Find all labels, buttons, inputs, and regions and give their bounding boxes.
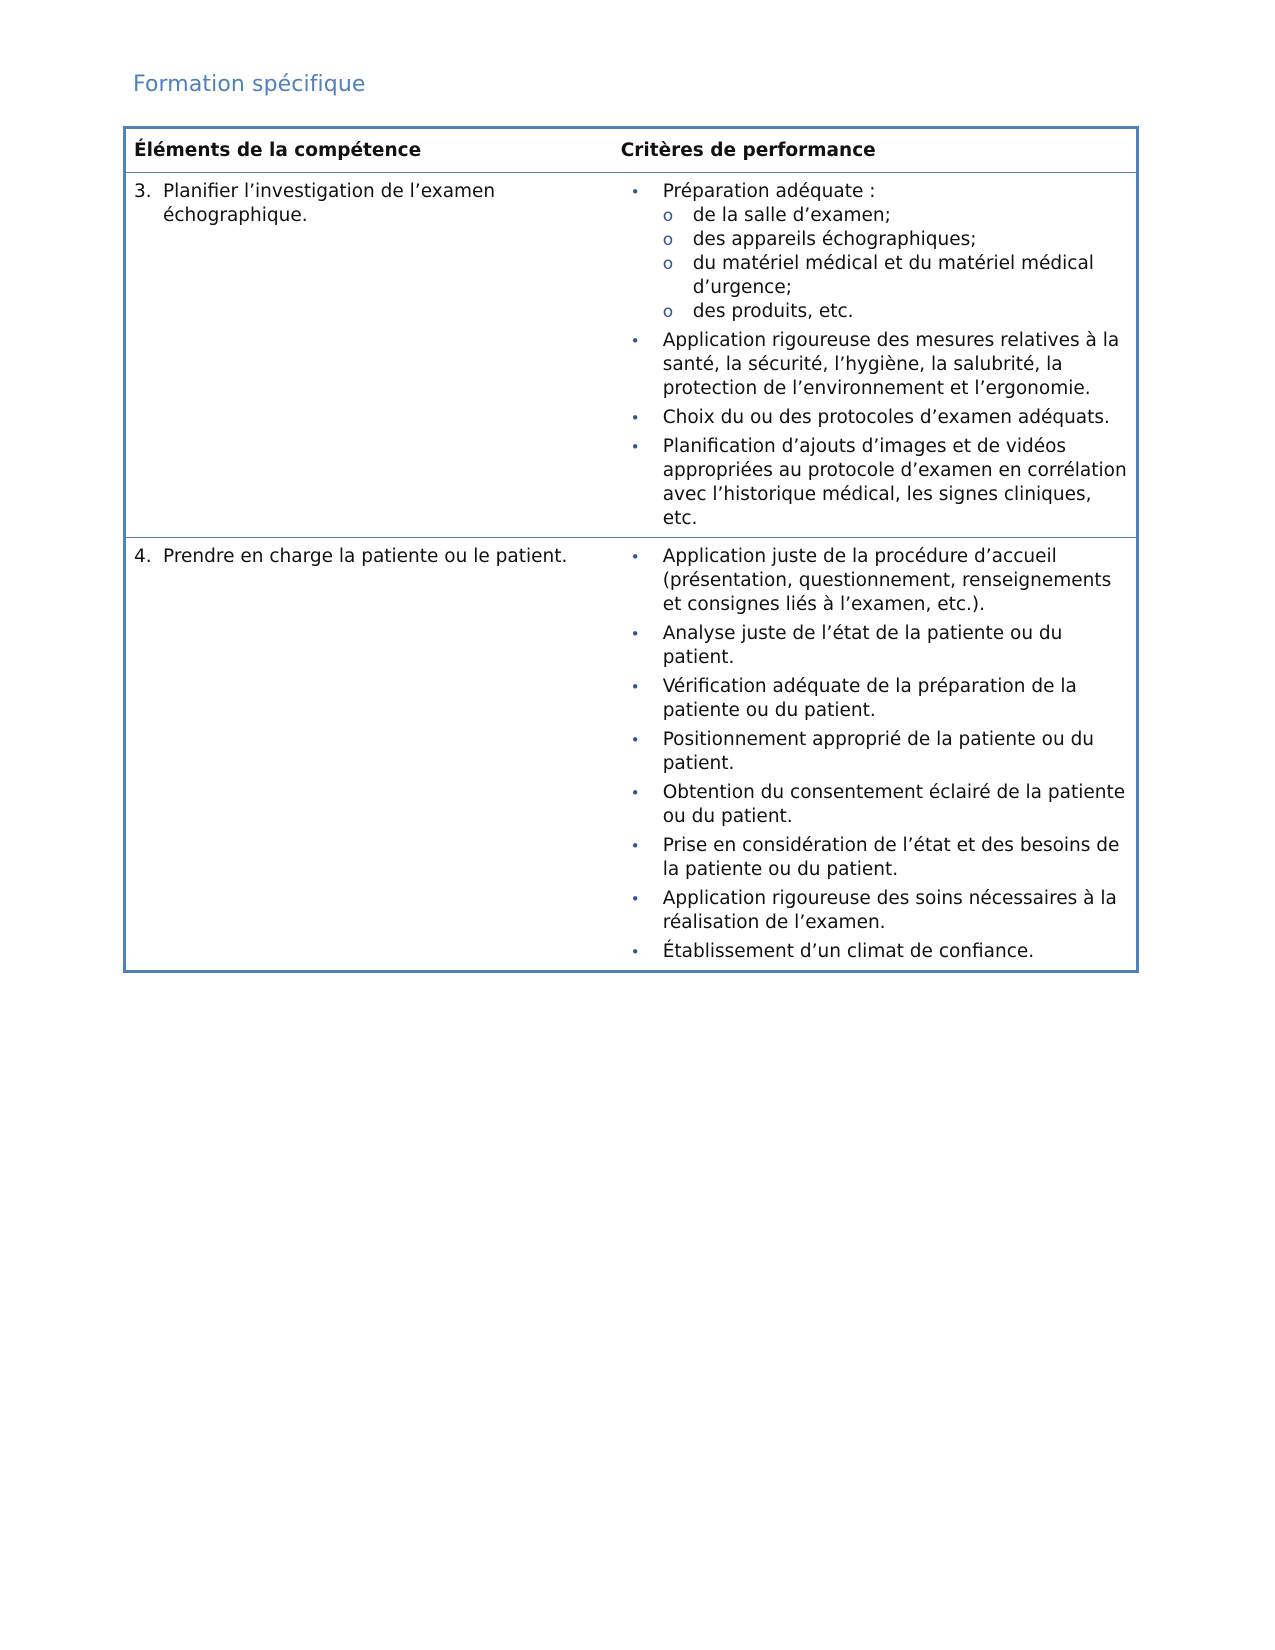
criteria-text: Choix du ou des protocoles d’examen adéquats. <box>662 407 1110 428</box>
criteria-text: Application juste de la procédure d’accueil (présentation, questionnement, renseignements et consignes liés à l’examen, etc.). <box>662 546 1112 615</box>
criteria-text: Application rigoureuse des mesures relatives à la santé, la sécurité, l’hygiène, la salubrité, la protection de l’environnement et l’ergonomie. <box>662 330 1120 399</box>
table-row <box>125 173 1138 538</box>
bullet-icon: • <box>630 784 640 802</box>
bullet-icon: • <box>630 548 640 566</box>
sub-bullet-icon: o <box>662 206 674 226</box>
criteria-text: Vérification adéquate de la préparation de la patiente ou du patient. <box>662 676 1077 721</box>
sub-criteria-text: des produits, etc. <box>692 301 854 322</box>
criteria-item <box>621 329 1128 401</box>
table-header-row <box>125 128 1138 173</box>
bullet-icon: • <box>630 332 640 350</box>
criteria-item <box>621 940 1128 964</box>
element-number: 4. <box>134 546 152 567</box>
criteria-item <box>621 180 1128 324</box>
criteria-text: Établissement d’un climat de confiance. <box>662 941 1035 962</box>
element-text: Planifier l’investigation de l’examen échographique. <box>163 181 496 226</box>
sub-criteria-text: des appareils échographiques; <box>692 229 977 250</box>
sub-bullet-icon: o <box>662 302 674 322</box>
bullet-icon: • <box>630 943 640 961</box>
criteria-item <box>621 728 1128 776</box>
sub-bullet-icon: o <box>662 230 674 250</box>
criteria-cell <box>613 173 1138 538</box>
criteria-text: Application rigoureuse des soins nécessaires à la réalisation de l’examen. <box>662 888 1117 933</box>
bullet-icon: • <box>630 837 640 855</box>
header-criteria: Critères de performance <box>613 128 1138 173</box>
table-row <box>125 538 1138 972</box>
criteria-item <box>621 887 1128 935</box>
element-item <box>134 545 605 569</box>
bullet-icon: • <box>630 183 640 201</box>
bullet-icon: • <box>630 890 640 908</box>
criteria-list <box>621 545 1128 964</box>
sub-criteria-text: de la salle d’examen; <box>692 205 891 226</box>
element-cell <box>125 538 613 972</box>
criteria-item <box>621 781 1128 829</box>
criteria-text: Planification d’ajouts d’images et de vidéos appropriées au protocole d’examen en corrélation avec l’historique médical, les signes cliniques, etc. <box>662 436 1127 529</box>
bullet-icon: • <box>630 678 640 696</box>
criteria-item <box>621 622 1128 670</box>
header-elements: Éléments de la compétence <box>125 128 613 173</box>
element-cell <box>125 173 613 538</box>
criteria-text: Préparation adéquate : <box>662 181 876 202</box>
bullet-icon: • <box>630 625 640 643</box>
element-item <box>134 180 605 228</box>
competence-table <box>123 126 1139 973</box>
criteria-text: Prise en considération de l’état et des besoins de la patiente ou du patient. <box>662 835 1120 880</box>
element-text: Prendre en charge la patiente ou le patient. <box>163 546 568 567</box>
criteria-list <box>621 180 1128 531</box>
criteria-text: Positionnement approprié de la patiente ou du patient. <box>662 729 1095 774</box>
sub-criteria-item <box>663 252 1128 300</box>
sub-bullet-icon: o <box>662 254 674 274</box>
sub-criteria-item <box>663 228 1128 252</box>
criteria-item <box>621 834 1128 882</box>
criteria-item <box>621 545 1128 617</box>
sub-criteria-text: du matériel médical et du matériel médical d’urgence; <box>692 253 1094 298</box>
criteria-text: Analyse juste de l’état de la patiente ou du patient. <box>662 623 1063 668</box>
section-title: Formation spécifique <box>133 72 366 97</box>
criteria-item <box>621 406 1128 430</box>
criteria-item <box>621 435 1128 531</box>
sub-criteria-item <box>663 300 1128 324</box>
bullet-icon: • <box>630 438 640 456</box>
criteria-item <box>621 675 1128 723</box>
element-number: 3. <box>134 181 152 202</box>
criteria-text: Obtention du consentement éclairé de la patiente ou du patient. <box>662 782 1126 827</box>
bullet-icon: • <box>630 731 640 749</box>
bullet-icon: • <box>630 409 640 427</box>
sub-criteria-item <box>663 204 1128 228</box>
sub-criteria-list <box>663 204 1128 324</box>
criteria-cell <box>613 538 1138 972</box>
